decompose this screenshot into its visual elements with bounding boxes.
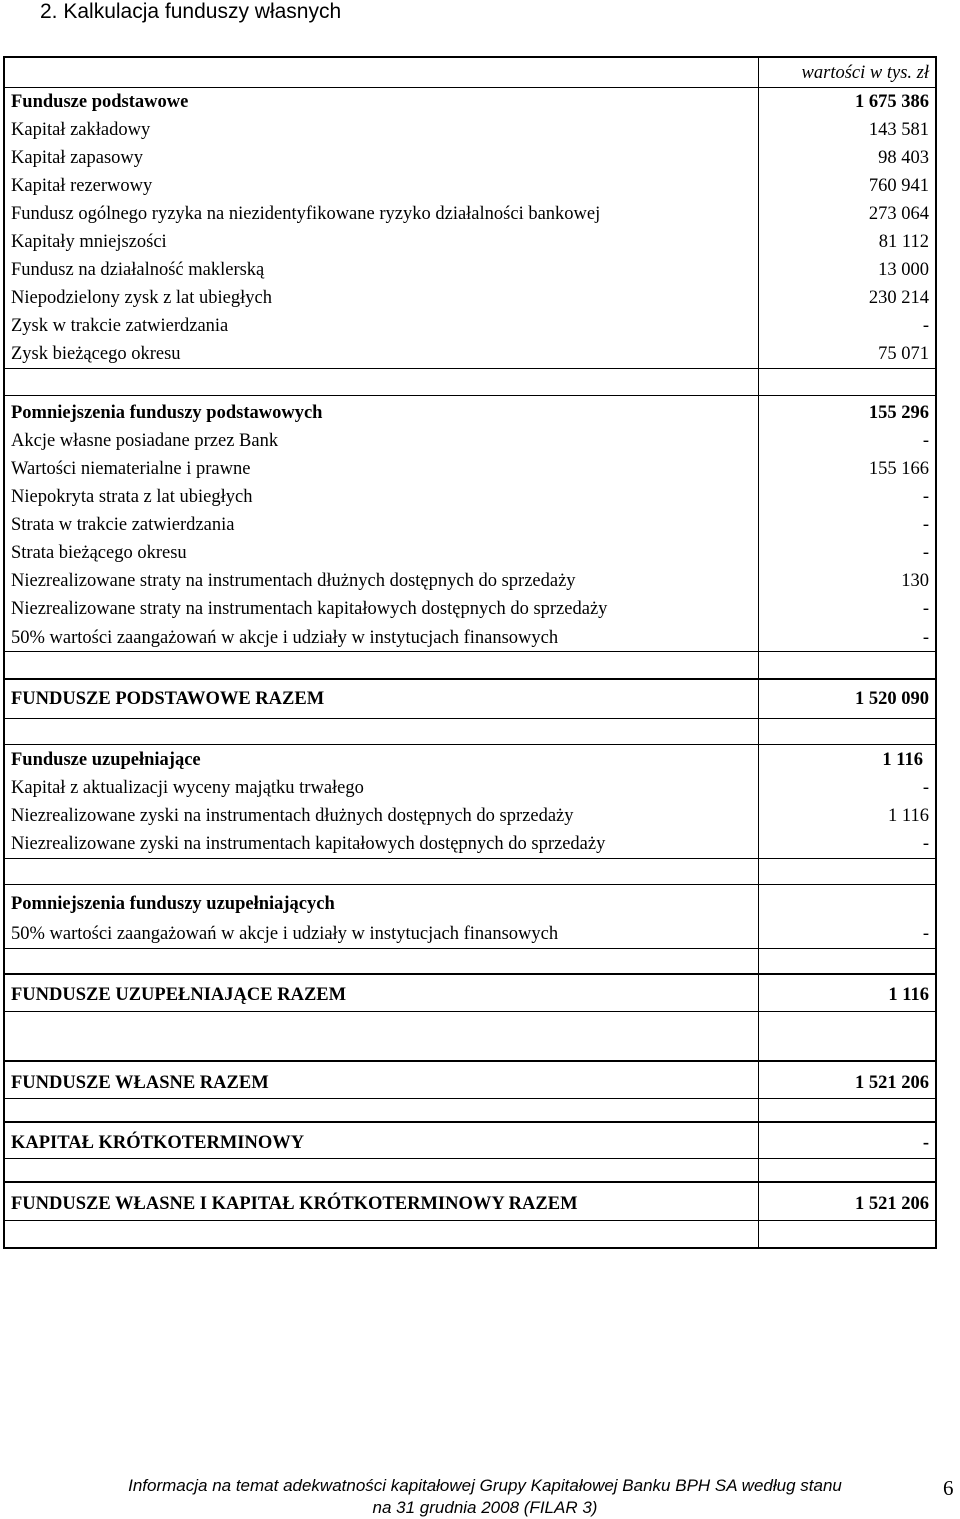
row-value: -	[922, 599, 929, 619]
table-row	[5, 399, 935, 427]
row-value: 1 116	[882, 750, 923, 770]
row-label: Strata w trakcie zatwierdzania	[11, 515, 235, 535]
row-label: Fundusz ogólnego ryzyka na niezidentyfikowane ryzyko działalności bankowej	[11, 204, 601, 224]
row-value: -	[922, 543, 929, 563]
row-value: -	[922, 316, 929, 336]
row-value: 75 071	[878, 344, 929, 364]
row-label: FUNDUSZE WŁASNE RAZEM	[11, 1073, 269, 1093]
row-label: FUNDUSZE WŁASNE I KAPITAŁ KRÓTKOTERMINOWY RAZEM	[11, 1194, 578, 1214]
table-row	[5, 774, 935, 802]
row-divider	[5, 973, 935, 975]
row-label: Kapitał zakładowy	[11, 120, 151, 140]
table-row	[5, 116, 935, 144]
row-divider	[5, 1060, 935, 1062]
row-value: 155 166	[868, 459, 929, 479]
row-divider	[5, 1220, 935, 1221]
row-value: 1 116	[888, 806, 929, 826]
row-divider	[5, 744, 935, 745]
table-row	[5, 624, 935, 652]
row-value: 1 675 386	[855, 92, 929, 112]
table-row	[5, 802, 935, 830]
row-label: Kapitał zapasowy	[11, 148, 144, 168]
row-label: 50% wartości zaangażowań w akcje i udziały w instytucjach finansowych	[11, 924, 559, 944]
row-label: Kapitał rezerwowy	[11, 176, 153, 196]
table-row	[5, 312, 935, 340]
row-label: Strata bieżącego okresu	[11, 543, 187, 563]
row-value: -	[922, 431, 929, 451]
row-label: 50% wartości zaangażowań w akcje i udziały w instytucjach finansowych	[11, 628, 559, 648]
row-label: Kapitał z aktualizacji wyceny majątku trwałego	[11, 778, 364, 798]
row-label: Zysk bieżącego okresu	[11, 344, 181, 364]
row-value: -	[922, 1133, 929, 1153]
row-label: Niepokryta strata z lat ubiegłych	[11, 487, 253, 507]
table-row	[5, 830, 935, 858]
row-label: Fundusze podstawowe	[11, 92, 189, 112]
row-divider	[5, 395, 935, 396]
row-divider	[5, 884, 935, 885]
capital-table	[3, 56, 937, 1249]
row-divider	[5, 948, 935, 949]
row-value: 760 941	[868, 176, 929, 196]
table-row	[5, 1190, 935, 1218]
row-value: 155 296	[868, 403, 929, 423]
row-value: 230 214	[868, 288, 929, 308]
row-value: -	[922, 778, 929, 798]
row-divider	[5, 1011, 935, 1012]
row-value: 1 521 206	[855, 1073, 929, 1093]
table-row	[5, 1069, 935, 1097]
row-value: 1 521 206	[855, 1194, 929, 1214]
table-row	[5, 88, 935, 116]
row-divider	[5, 1098, 935, 1099]
row-divider	[5, 858, 935, 859]
row-label: FUNDUSZE UZUPEŁNIAJĄCE RAZEM	[11, 985, 347, 1005]
row-divider	[5, 651, 935, 652]
row-value: -	[922, 487, 929, 507]
row-label: Niezrealizowane straty na instrumentach kapitałowych dostępnych do sprzedaży	[11, 599, 608, 619]
table-row	[5, 981, 935, 1009]
row-label: FUNDUSZE PODSTAWOWE RAZEM	[11, 689, 325, 709]
row-label: Niezrealizowane zyski na instrumentach dłużnych dostępnych do sprzedaży	[11, 806, 574, 826]
row-divider	[5, 718, 935, 719]
footer-line: Informacja na temat adekwatności kapitałowej Grupy Kapitałowej Banku BPH SA według stanu	[128, 1476, 842, 1495]
row-label: Niepodzielony zysk z lat ubiegłych	[11, 288, 272, 308]
row-value: 13 000	[878, 260, 929, 280]
unit-row	[5, 59, 935, 87]
row-value: -	[922, 834, 929, 854]
table-row	[5, 427, 935, 455]
footer	[60, 1475, 910, 1519]
table-row	[5, 256, 935, 284]
row-label: Wartości niematerialne i prawne	[11, 459, 251, 479]
table-row	[5, 455, 935, 483]
row-value: -	[922, 924, 929, 944]
row-divider	[5, 1158, 935, 1159]
row-value: 130	[901, 571, 929, 591]
footer-line: na 31 grudnia 2008 (FILAR 3)	[372, 1498, 598, 1517]
table-row	[5, 200, 935, 228]
row-value: 143 581	[868, 120, 929, 140]
table-row	[5, 511, 935, 539]
row-divider	[5, 1121, 935, 1123]
row-label: Niezrealizowane straty na instrumentach dłużnych dostępnych do sprzedaży	[11, 571, 576, 591]
table-row	[5, 920, 935, 948]
table-row	[5, 567, 935, 595]
table-row	[5, 284, 935, 312]
table-row	[5, 228, 935, 256]
unit-note: wartości w tys. zł	[801, 63, 929, 83]
table-row	[5, 685, 935, 713]
page-number: 6	[943, 1476, 954, 1500]
row-divider	[5, 1181, 935, 1183]
row-label: KAPITAŁ KRÓTKOTERMINOWY	[11, 1133, 305, 1153]
row-label: Zysk w trakcie zatwierdzania	[11, 316, 229, 336]
row-value: -	[922, 515, 929, 535]
row-label: Niezrealizowane zyski na instrumentach kapitałowych dostępnych do sprzedaży	[11, 834, 606, 854]
row-label: Pomniejszenia funduszy uzupełniających	[11, 894, 335, 914]
row-label: Pomniejszenia funduszy podstawowych	[11, 403, 323, 423]
row-divider	[5, 678, 935, 680]
row-label: Kapitały mniejszości	[11, 232, 167, 252]
table-row	[5, 483, 935, 511]
table-row	[5, 539, 935, 567]
row-label: Fundusze uzupełniające	[11, 750, 201, 770]
table-row	[5, 172, 935, 200]
row-divider	[5, 368, 935, 369]
table-row	[5, 144, 935, 172]
table-row	[5, 890, 935, 918]
row-value: 1 116	[888, 985, 929, 1005]
table-row	[5, 595, 935, 623]
table-row	[5, 746, 935, 774]
page-title: 2. Kalkulacja funduszy własnych	[40, 0, 342, 23]
row-label: Fundusz na działalność maklerską	[11, 260, 265, 280]
row-value: 273 064	[868, 204, 929, 224]
row-value: 81 112	[878, 232, 929, 252]
row-label: Akcje własne posiadane przez Bank	[11, 431, 279, 451]
row-value: -	[922, 628, 929, 648]
table-row	[5, 340, 935, 368]
row-value: 98 403	[878, 148, 929, 168]
table-row	[5, 1129, 935, 1157]
row-value: 1 520 090	[855, 689, 929, 709]
